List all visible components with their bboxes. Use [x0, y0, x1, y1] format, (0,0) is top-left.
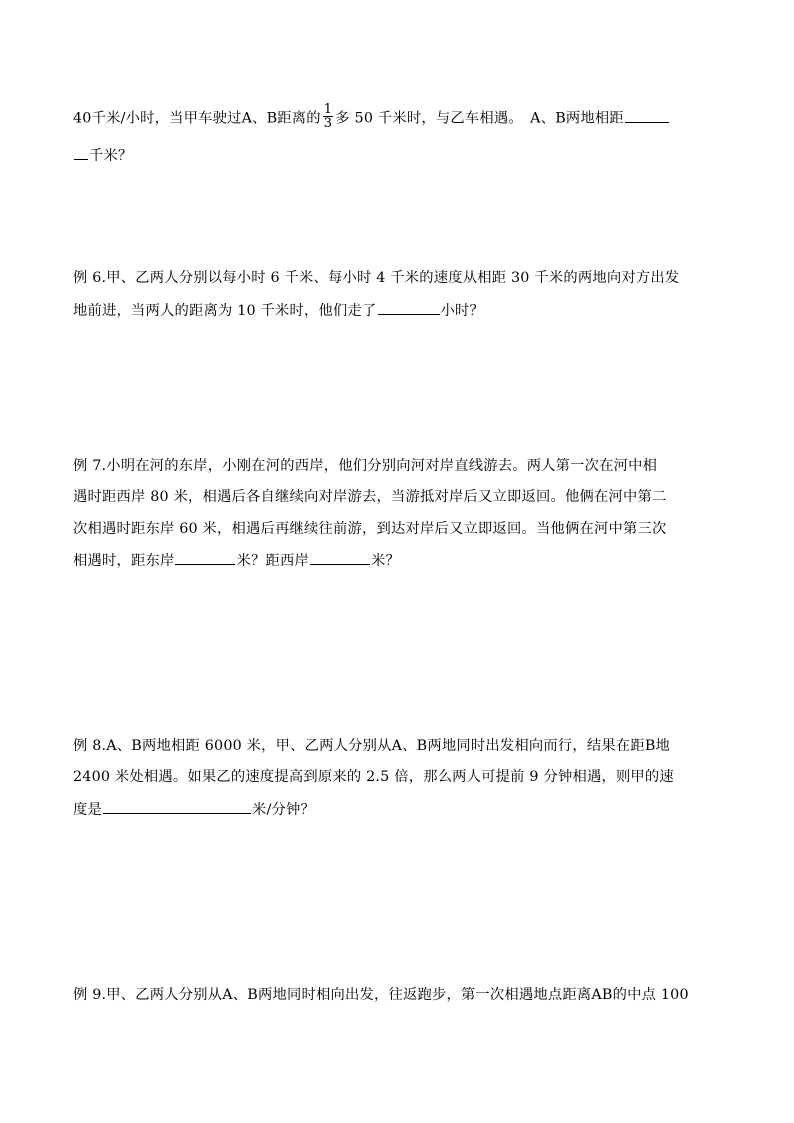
problem-7-text-4c: 米？: [370, 553, 400, 569]
problem-8-text-1: 例 8.A、B两地相距 6000 米，甲、乙两人分别从A、B两地同时出发相向而行，结果在距B地: [73, 738, 671, 754]
problem-8-line-2: [73, 767, 674, 787]
problem-6-text-1: 例 6.甲、乙两人分别以每小时 6 千米、每小时 4 千米的速度从相距 30 千米的两地向对方出发: [73, 270, 680, 286]
problem-9-line-1: [73, 985, 689, 1005]
problem-7-line-2: [73, 487, 666, 507]
problem-7-text-1: 例 7.小明在河的东岸，小刚在河的西岸，他们分别向河对岸直线游去。两人第一次在河中相: [73, 458, 658, 474]
problem-6-line-1: [73, 268, 679, 288]
problem-7-text-4b: 米？距西岸: [236, 553, 309, 569]
problem-9-text-1: 例 9.甲、乙两人分别从A、B两地同时相向出发，往返跑步，第一次相遇地点距离AB的中点 100: [73, 987, 689, 1003]
answer-blank[interactable]: [74, 145, 88, 160]
problem-5-line-2: [73, 145, 133, 166]
answer-blank[interactable]: [310, 550, 370, 565]
problem-5-line-1: [73, 102, 670, 132]
problem-7-text-2: 遇时距西岸 80 米，相遇后各自继续向对岸游去，当游抵对岸后又立即返回。他俩在河中第二: [73, 489, 667, 505]
answer-blank[interactable]: [103, 799, 251, 814]
problem-6-text-2a: 地前进，当两人的距离为 10 千米时，他们走了: [73, 303, 377, 319]
problem-6-text-2b: 小时？: [440, 303, 485, 319]
fraction-denominator: 3: [323, 116, 333, 131]
problem-8-line-1: [73, 736, 670, 756]
problem-5-text-c: 千米？: [89, 148, 133, 164]
fraction-one-third: [323, 103, 333, 130]
problem-7-line-1: [73, 456, 657, 476]
problem-7-line-4: [73, 550, 400, 571]
problem-7-text-3: 次相遇时距东岸 60 米，相遇后再继续往前游，到达对岸后又立即返回。当他俩在河中第三次: [73, 521, 667, 537]
answer-blank[interactable]: [625, 108, 669, 123]
problem-8-text-3a: 度是: [73, 802, 102, 818]
problem-5-text-a: 40千米/小时，当甲车驶过A、B距离的: [73, 110, 321, 127]
answer-blank[interactable]: [378, 300, 440, 315]
fraction-numerator: 1: [323, 102, 333, 117]
answer-blank[interactable]: [175, 550, 235, 565]
problem-6-line-2: [73, 300, 484, 321]
problem-5-text-b: 多 50 千米时，与乙车相遇。 A、B两地相距: [335, 110, 624, 127]
problem-8-text-2: 2400 米处相遇。如果乙的速度提高到原来的 2.5 倍，那么两人可提前 9 分钟相遇，则甲的速: [73, 769, 674, 785]
problem-7-text-4a: 相遇时，距东岸: [73, 553, 175, 569]
problem-8-line-3: [73, 799, 315, 820]
problem-8-text-3b: 米/分钟？: [252, 802, 316, 818]
problem-7-line-3: [73, 519, 666, 539]
